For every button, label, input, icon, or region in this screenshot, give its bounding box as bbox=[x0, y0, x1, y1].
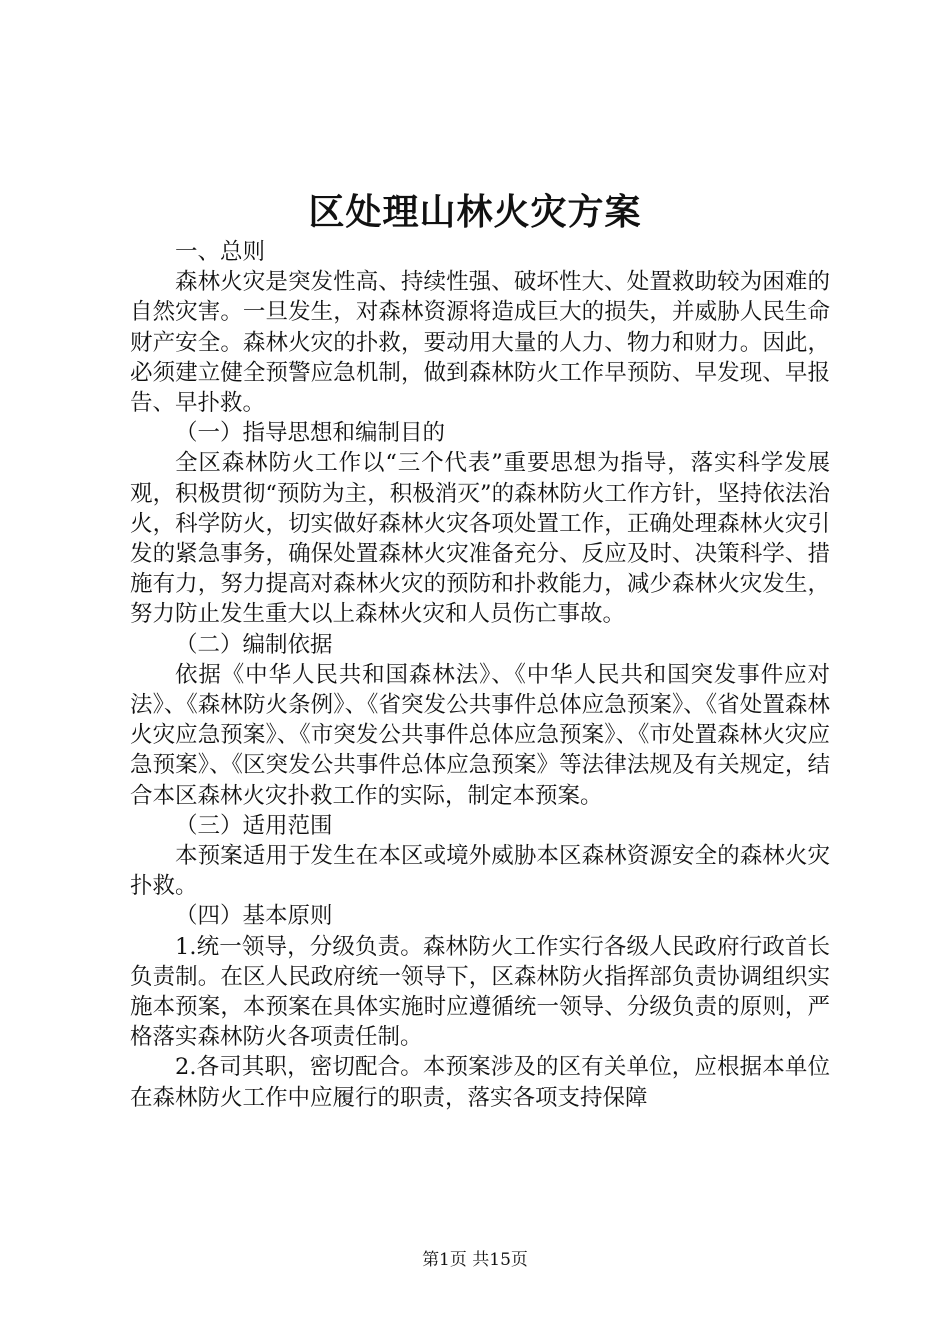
section-heading-general: 一、总则 bbox=[175, 239, 266, 265]
paragraph-basis: 依据《中华人民共和国森林法》、《中华人民共和国突发事件应对法》、《森林防火条例》、《省突发公共事件总体应急预案》、《省处置森林火灾应急预案》、《市突发公共事件总体应急预案》、《市处置森林火灾应急预案》、《区突发公共事件总体应急预案》等法律法规及有关规定，结合本区森林火灾扑救工作的实际，制定本预案。 bbox=[130, 661, 830, 809]
section-heading-guiding-ideology: （一）指导思想和编制目的 bbox=[175, 420, 446, 447]
section-heading-scope: （三）适用范围 bbox=[175, 812, 333, 839]
paragraph-scope: 本预案适用于发生在本区或境外威胁本区森林资源安全的森林火灾扑救。 bbox=[130, 843, 830, 900]
paragraph-intro: 森林火灾是突发性高、持续性强、破坏性大、处置救助较为困难的自然灾害。一旦发生，对森林资源将造成巨大的损失，并威胁人民生命财产安全。森林火灾的扑救，要动用大量的人力、物力和财力。因此，必须建立健全预警应急机制，做到森林防火工作早预防、早发现、早报告、早扑救。 bbox=[130, 269, 830, 417]
paragraph-principle-2: 2.各司其职，密切配合。本预案涉及的区有关单位，应根据本单位在森林防火工作中应履行的职责，落实各项支持保障 bbox=[130, 1054, 830, 1111]
paragraph-principle-1: 1.统一领导，分级负责。森林防火工作实行各级人民政府行政首长负责制。在区人民政府统一领导下，区森林防火指挥部负责协调组织实施本预案，本预案在具体实施时应遵循统一领导、分级负责的原则，严格落实森林防火各项责任制。 bbox=[130, 933, 830, 1051]
document-title: 区处理山林火灾方案 bbox=[308, 191, 642, 233]
document-body bbox=[130, 237, 830, 1113]
section-heading-basis: （二）编制依据 bbox=[175, 631, 333, 658]
page-footer: 第1页 共15页 bbox=[422, 1250, 528, 1270]
paragraph-guiding-ideology: 全区森林防火工作以“三个代表”重要思想为指导，落实科学发展观，积极贯彻“预防为主，积极消灭”的森林防火工作方针，坚持依法治火，科学防火，切实做好森林火灾各项处置工作，正确处理森林火灾引发的紧急事务，确保处置森林火灾准备充分、反应及时、决策科学、措施有力，努力提高对森林火灾的预防和扑救能力，减少森林火灾发生，努力防止发生重大以上森林火灾和人员伤亡事故。 bbox=[130, 450, 830, 628]
section-heading-principles: （四）基本原则 bbox=[175, 903, 333, 930]
